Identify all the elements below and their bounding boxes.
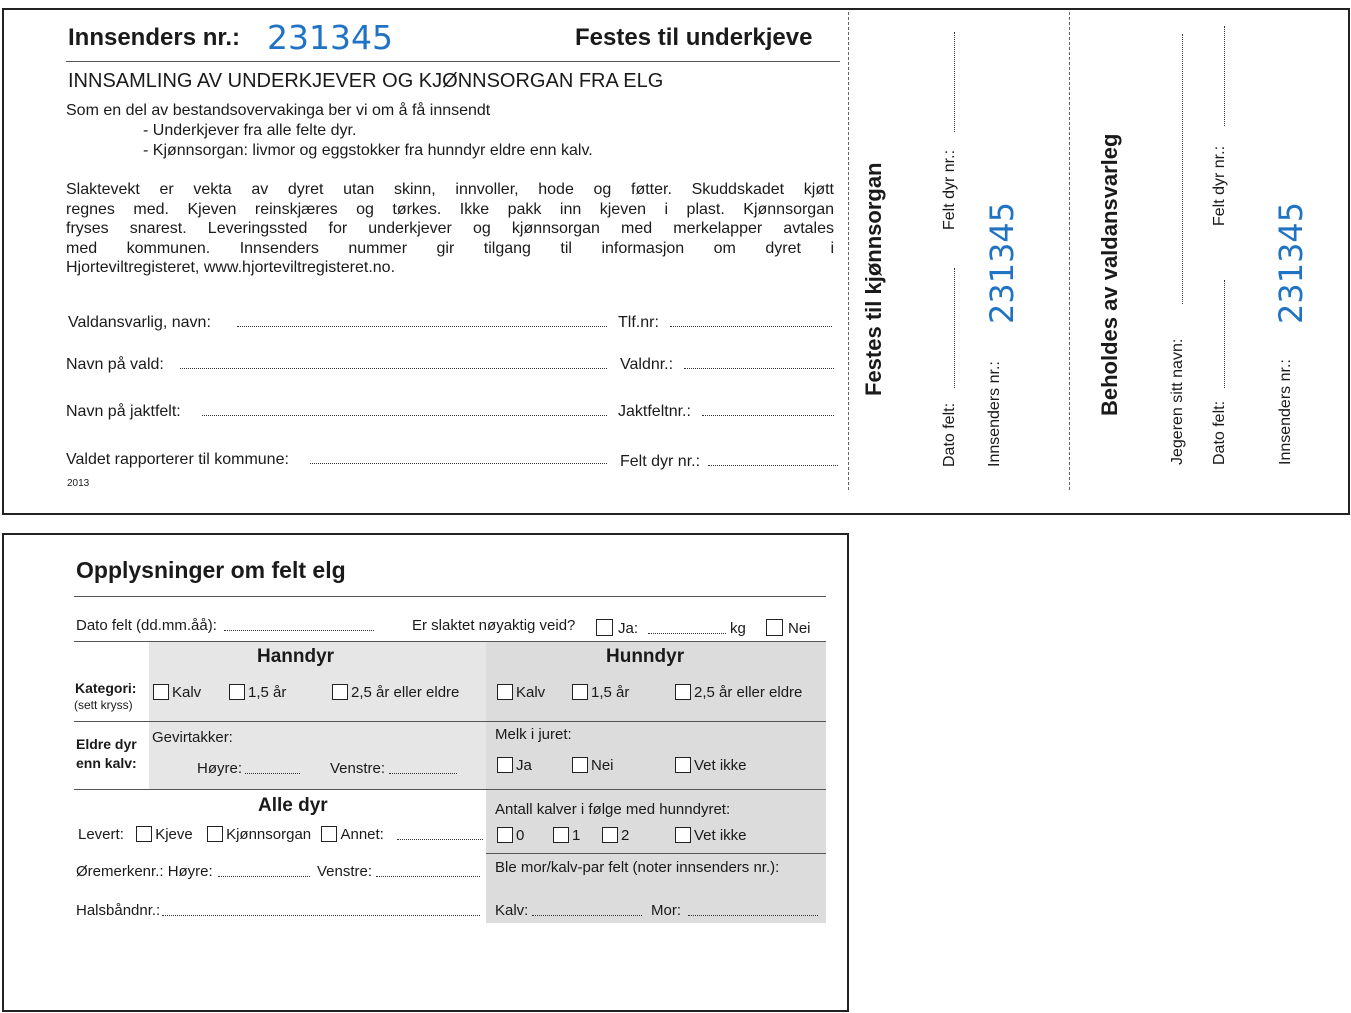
stub1-number: 231345	[983, 201, 1021, 324]
hann-15-checkbox[interactable]	[229, 684, 245, 700]
stub2-innsenders-label: Innsenders nr.:	[1277, 359, 1294, 465]
melk-ja-option[interactable]	[497, 757, 532, 774]
kalver-1-option[interactable]	[553, 827, 580, 844]
levert-kjonnsorgan-label: Kjønnsorgan	[226, 826, 312, 843]
gevir-hoyre-label: Høyre:	[197, 760, 242, 777]
kalver-0-label: 0	[516, 827, 525, 844]
kalver-vetikke-option[interactable]	[675, 827, 747, 844]
intro-text: Som en del av bestandsovervakinga ber vi om å få innsendt	[66, 102, 491, 119]
veid-kg-field[interactable]	[648, 633, 726, 634]
perforation-2	[1069, 12, 1070, 490]
eldre-dyr-label-1: Eldre dyr	[76, 736, 137, 752]
melk-vetikke-option[interactable]	[675, 757, 747, 774]
stub1-innsenders-label: Innsenders nr.:	[986, 361, 1003, 467]
melk-ja-label: Ja	[516, 757, 532, 774]
levert-annet-field[interactable]	[397, 839, 483, 840]
innsenders-number: 231345	[267, 18, 393, 57]
levert-kjeve-label: Kjeve	[155, 826, 193, 843]
stub2-dato-felt-field[interactable]	[1224, 280, 1225, 388]
gevirtakker-label: Gevirtakker:	[152, 729, 233, 746]
valdansvarlig-field[interactable]	[237, 326, 607, 327]
mor-nr-field[interactable]	[688, 915, 818, 916]
halsband-field[interactable]	[162, 915, 480, 916]
info-paragraph	[66, 180, 834, 278]
melk-ja-checkbox[interactable]	[497, 757, 513, 773]
bullet-organ: - Kjønnsorgan: livmor og eggstokker fra hunndyr eldre enn kalv.	[143, 142, 593, 159]
para-line-4: med kommunen. Innsenders nummer gir tilgang til informasjon om dyret i	[66, 239, 834, 257]
hunn-kalv-checkbox[interactable]	[497, 684, 513, 700]
hann-25-option[interactable]	[332, 684, 459, 701]
hunn-kalv-option[interactable]	[497, 684, 545, 701]
tlf-label: Tlf.nr:	[618, 314, 659, 331]
para-line-1: Slaktevekt er vekta av dyret utan skinn, innvoller, hode og føtter. Skuddskadet kjøtt	[66, 181, 834, 198]
melk-nei-checkbox[interactable]	[572, 757, 588, 773]
kalver-1-label: 1	[572, 827, 581, 844]
top-card	[2, 8, 1350, 515]
kalver-vetikke-checkbox[interactable]	[675, 827, 691, 843]
navn-jaktfelt-label: Navn på jaktfelt:	[66, 403, 181, 420]
dato-felt-field[interactable]	[224, 630, 374, 631]
melk-nei-option[interactable]	[572, 757, 614, 774]
bottom-card	[2, 533, 849, 1012]
hann-15-option[interactable]	[229, 684, 286, 701]
navn-jaktfelt-field[interactable]	[202, 415, 607, 416]
row-divider-1	[74, 641, 826, 642]
kalver-2-option[interactable]	[602, 827, 629, 844]
kalver-0-checkbox[interactable]	[497, 827, 513, 843]
kalver-1-checkbox[interactable]	[553, 827, 569, 843]
hunn-25-label: 2,5 år eller eldre	[694, 684, 803, 701]
antall-kalver-label: Antall kalver i følge med hunndyret:	[495, 801, 731, 818]
gevir-venstre-label: Venstre:	[330, 760, 386, 777]
stub2-dato-felt: Dato felt:	[1211, 400, 1228, 465]
perforation-1	[848, 12, 849, 490]
navn-vald-label: Navn på vald:	[66, 356, 164, 373]
rapporterer-field[interactable]	[310, 463, 607, 464]
dato-felt-label: Dato felt (dd.mm.åå):	[76, 617, 217, 634]
levert-kjeve-checkbox[interactable]	[136, 826, 152, 842]
eldre-dyr-label-2: enn kalv:	[76, 755, 137, 771]
jaktfeltnr-field[interactable]	[702, 415, 834, 416]
hunn-15-option[interactable]	[572, 684, 629, 701]
hanndyr-heading: Hanndyr	[257, 646, 335, 667]
stub1-title: Festes til kjønnsorgan	[861, 162, 886, 396]
valdnr-label: Valdnr.:	[620, 356, 674, 373]
veid-nei-checkbox[interactable]	[766, 619, 783, 636]
para-line-3: fryses snarest. Leveringssted for underkjever og kjønnsorgan med merkelapper avtales	[66, 220, 834, 237]
year-label: 2013	[67, 478, 90, 489]
oremerke-label: Øremerkenr.: Høyre:	[76, 863, 213, 880]
stub1-felt-dyr-nr-field[interactable]	[954, 32, 955, 132]
hunn-15-label: 1,5 år	[591, 684, 630, 701]
levert-row	[78, 826, 384, 843]
stub1-felt-dyr-nr: Felt dyr nr.:	[941, 149, 958, 230]
para-line-2: regnes med. Kjeven reinskjæres og tørkes. Ikke pakk inn kjeven i plast. Kjønnsorgan	[66, 200, 834, 218]
gevir-hoyre-field[interactable]	[245, 773, 300, 774]
stub2-felt-dyr-nr-field[interactable]	[1224, 26, 1225, 126]
kalv-nr-field[interactable]	[532, 915, 642, 916]
bullet-jaw: - Underkjever fra alle felte dyr.	[143, 122, 357, 139]
stub1-dato-felt-field[interactable]	[954, 268, 955, 388]
attach-jaw-label: Festes til underkjeve	[575, 24, 813, 51]
levert-annet-checkbox[interactable]	[321, 826, 337, 842]
header-divider	[66, 61, 840, 62]
hunn-kalv-label: Kalv	[516, 684, 546, 701]
bottom-title-divider	[74, 596, 826, 597]
stub1-dato-felt: Dato felt:	[941, 402, 958, 467]
melk-vetikke-label: Vet ikke	[694, 757, 747, 774]
sett-kryss-label: (sett kryss)	[74, 698, 133, 712]
stub2-felt-dyr-nr: Felt dyr nr.:	[1211, 145, 1228, 226]
hann-kalv-option[interactable]	[153, 684, 201, 701]
bottom-title: Opplysninger om felt elg	[76, 557, 346, 583]
veid-question: Er slaktet nøyaktig veid?	[412, 617, 576, 634]
kalver-2-label: 2	[621, 827, 630, 844]
stub2-number: 231345	[1272, 201, 1310, 324]
stub2-jegeren-field[interactable]	[1182, 34, 1183, 304]
hann-25-checkbox[interactable]	[332, 684, 348, 700]
mor-nr-label: Mor:	[651, 902, 681, 919]
veid-ja-label: Ja:	[618, 620, 639, 637]
gevir-venstre-field[interactable]	[389, 773, 457, 774]
hann-15-label: 1,5 år	[248, 684, 287, 701]
hann-kalv-checkbox[interactable]	[153, 684, 169, 700]
stub2-title: Beholdes av valdansvarleg	[1097, 133, 1122, 416]
kalv-nr-label: Kalv:	[495, 902, 529, 919]
rapporterer-label: Valdet rapporterer til kommune:	[66, 451, 289, 468]
row-divider-4	[486, 853, 826, 854]
halsband-label: Halsbåndnr.:	[76, 902, 161, 919]
hann-kalv-label: Kalv	[172, 684, 202, 701]
valdansvarlig-label: Valdansvarlig, navn:	[68, 314, 211, 331]
row-divider-2	[74, 721, 826, 722]
kg-label: kg	[730, 620, 746, 637]
veid-nei-label: Nei	[788, 620, 811, 637]
felt-dyr-nr-field[interactable]	[708, 465, 838, 466]
valdnr-field[interactable]	[684, 368, 834, 369]
alle-dyr-heading: Alle dyr	[258, 795, 328, 816]
melk-vetikke-checkbox[interactable]	[675, 757, 691, 773]
kalver-0-option[interactable]	[497, 827, 524, 844]
felt-dyr-nr-label: Felt dyr nr.:	[620, 453, 701, 470]
kalver-vetikke-label: Vet ikke	[694, 827, 747, 844]
navn-vald-field[interactable]	[180, 368, 607, 369]
subtitle: INNSAMLING AV UNDERKJEVER OG KJØNNSORGAN FRA ELG	[68, 70, 664, 92]
hunn-25-checkbox[interactable]	[675, 684, 691, 700]
oremerke-venstre-field[interactable]	[376, 876, 480, 877]
hunndyr-heading: Hunndyr	[606, 646, 685, 667]
veid-ja-checkbox[interactable]	[596, 619, 613, 636]
kategori-label: Kategori:	[75, 680, 137, 696]
melk-label: Melk i juret:	[495, 726, 572, 743]
row-divider-3	[74, 789, 826, 790]
tlf-field[interactable]	[670, 326, 832, 327]
kalver-2-checkbox[interactable]	[602, 827, 618, 843]
melk-nei-label: Nei	[591, 757, 614, 774]
hann-25-label: 2,5 år eller eldre	[351, 684, 460, 701]
levert-kjonnsorgan-checkbox[interactable]	[207, 826, 223, 842]
hunn-25-option[interactable]	[675, 684, 802, 701]
oremerke-hoyre-field[interactable]	[218, 876, 310, 877]
stub2-jegeren: Jegeren sitt navn:	[1169, 338, 1186, 465]
para-line-5: Hjorteviltregisteret, www.hjorteviltregisteret.no.	[66, 259, 396, 276]
innsenders-label: Innsenders nr.:	[68, 24, 241, 51]
morkalv-label: Ble mor/kalv-par felt (noter innsenders nr.):	[495, 859, 780, 876]
oremerke-venstre-label: Venstre:	[317, 863, 373, 880]
levert-annet-label: Annet:	[340, 826, 384, 843]
hunn-15-checkbox[interactable]	[572, 684, 588, 700]
levert-label: Levert:	[78, 826, 124, 843]
jaktfeltnr-label: Jaktfeltnr.:	[618, 403, 691, 420]
